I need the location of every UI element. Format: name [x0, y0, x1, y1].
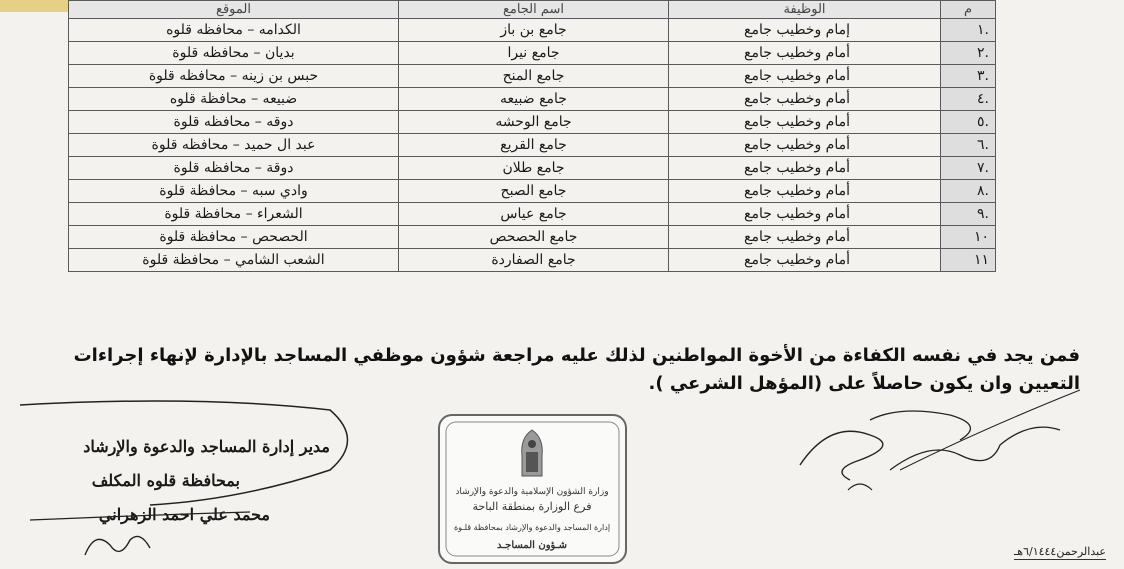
cell-location: حبس بن زينه – محافظه قلوة	[69, 65, 399, 88]
cell-mosque: جامع المنح	[399, 65, 669, 88]
cell-mosque: جامع ضبيعه	[399, 88, 669, 111]
cell-location: عبد ال حميد – محافظه قلوة	[69, 134, 399, 157]
cell-mosque: جامع بن باز	[399, 19, 669, 42]
cell-role: أمام وخطيب جامع	[669, 203, 941, 226]
cell-mosque: جامع الصبح	[399, 180, 669, 203]
signature-left-stroke	[20, 401, 348, 505]
stamp-line-4: شـؤون المساجـد	[496, 540, 568, 551]
notice-line-2: التعيين وان يكون حاصلاً على (المؤهل الشرعي ).	[648, 373, 1080, 394]
cell-mosque: جامع الوحشه	[399, 111, 669, 134]
cell-mosque: جامع نيرا	[399, 42, 669, 65]
cell-location: دوقه – محافظه قلوة	[69, 111, 399, 134]
header-location: الموقع	[69, 1, 399, 19]
header-mosque: اسم الجامع	[399, 1, 669, 19]
cell-no: .١	[941, 19, 996, 42]
cell-no: ١٠	[941, 226, 996, 249]
cell-no: .٤	[941, 88, 996, 111]
signature-right-3	[890, 427, 1060, 470]
cell-mosque: جامع الصفاردة	[399, 249, 669, 272]
cell-mosque: جامع الحصحص	[399, 226, 669, 249]
cell-role: أمام وخطيب جامع	[669, 226, 941, 249]
cell-role: أمام وخطيب جامع	[669, 180, 941, 203]
cell-no: .٦	[941, 134, 996, 157]
cell-role: إمام وخطيب جامع	[669, 19, 941, 42]
signatory-region: بمحافظة قلوه المكلف	[91, 471, 240, 490]
cell-role: أمام وخطيب جامع	[669, 249, 941, 272]
cell-role: أمام وخطيب جامع	[669, 134, 941, 157]
stamp-line-3: إدارة المساجد والدعوة والإرشاد بمحافظة قلـوة	[453, 523, 611, 532]
notice-line-1: فمن يجد في نفسه الكفاءة من الأخوة المواطنين لذلك عليه مراجعة شؤون موظفي المساجد بالإدارة لإنهاء إجراءات	[73, 345, 1080, 366]
cell-location: الشعراء – محافظة قلوة	[69, 203, 399, 226]
cell-mosque: جامع طلان	[399, 157, 669, 180]
cell-no: ١١	[941, 249, 996, 272]
header-no: م	[941, 1, 996, 19]
signature-right-1	[800, 431, 883, 480]
document-date: عبدالرحمن٦/١٤٤٤هـ	[1014, 545, 1106, 558]
signature-left-scribble	[85, 536, 150, 555]
cell-mosque: جامع عياس	[399, 203, 669, 226]
signature-right-mark	[848, 484, 872, 490]
cell-location: الكدامه – محافظه قلوه	[69, 19, 399, 42]
cell-role: أمام وخطيب جامع	[669, 157, 941, 180]
cell-location: ضبيعه – محافظة قلوه	[69, 88, 399, 111]
stamp-line-1: وزارة الشؤون الإسلامية والدعوة والإرشاد	[455, 487, 609, 497]
signatory-name: محمد علي احمد الزهراني	[98, 505, 270, 524]
cell-no: .٣	[941, 65, 996, 88]
cell-mosque: جامع القريع	[399, 134, 669, 157]
cell-no: .٨	[941, 180, 996, 203]
cell-location: الحصحص – محافظة قلوة	[69, 226, 399, 249]
cell-role: أمام وخطيب جامع	[669, 111, 941, 134]
cell-role: أمام وخطيب جامع	[669, 65, 941, 88]
cell-location: دوقة – محافظه قلوة	[69, 157, 399, 180]
cell-role: أمام وخطيب جامع	[669, 42, 941, 65]
cell-location: وادي سبه – محافظة قلوة	[69, 180, 399, 203]
signature-left-underline	[30, 512, 250, 520]
header-role: الوظيفة	[669, 1, 941, 19]
cell-no: .٥	[941, 111, 996, 134]
cell-location: بديان – محافظه قلوة	[69, 42, 399, 65]
cell-no: .٧	[941, 157, 996, 180]
stamp-line-2: فرع الوزارة بمنطقة الباحة	[472, 500, 592, 513]
cell-role: أمام وخطيب جامع	[669, 88, 941, 111]
cell-location: الشعب الشامي – محافظة قلوة	[69, 249, 399, 272]
signatory-title: مدير إدارة المساجد والدعوة والإرشاد	[83, 437, 330, 456]
cell-no: .٢	[941, 42, 996, 65]
signature-right-2	[870, 411, 970, 440]
cell-no: .٩	[941, 203, 996, 226]
